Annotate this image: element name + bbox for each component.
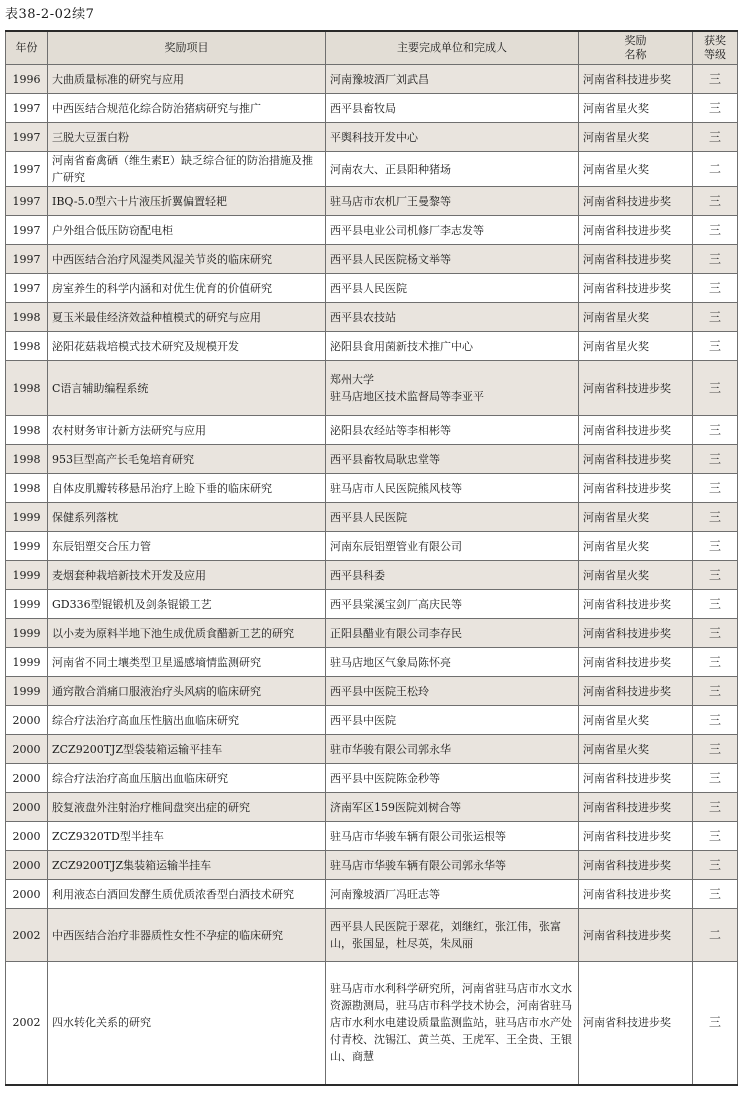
cell-year: 2000 bbox=[6, 764, 48, 793]
table-row bbox=[6, 909, 738, 962]
cell-year: 1999 bbox=[6, 532, 48, 561]
cell-grade: 三 bbox=[693, 677, 738, 706]
cell-award: 河南省科技进步奖 bbox=[579, 648, 693, 677]
cell-award: 河南省科技进步奖 bbox=[579, 619, 693, 648]
cell-grade: 三 bbox=[693, 880, 738, 909]
cell-unit: 泌阳县农经站等李相彬等 bbox=[326, 416, 579, 445]
cell-grade: 二 bbox=[693, 909, 738, 962]
cell-award: 河南省星火奖 bbox=[579, 561, 693, 590]
cell-grade: 三 bbox=[693, 706, 738, 735]
cell-project: 中西医结合治疗风湿类风湿关节炎的临床研究 bbox=[48, 245, 326, 274]
cell-project: ZCZ9200TJZ集装箱运输半挂车 bbox=[48, 851, 326, 880]
cell-unit: 西平县电业公司机修厂李志发等 bbox=[326, 216, 579, 245]
cell-year: 1997 bbox=[6, 274, 48, 303]
cell-award: 河南省星火奖 bbox=[579, 94, 693, 123]
cell-grade: 三 bbox=[693, 561, 738, 590]
table-row bbox=[6, 590, 738, 619]
cell-unit: 西平县农技站 bbox=[326, 303, 579, 332]
cell-grade: 三 bbox=[693, 332, 738, 361]
header-year: 年份 bbox=[6, 31, 48, 65]
cell-award: 河南省星火奖 bbox=[579, 152, 693, 187]
cell-award: 河南省科技进步奖 bbox=[579, 590, 693, 619]
cell-year: 1999 bbox=[6, 561, 48, 590]
cell-year: 2000 bbox=[6, 822, 48, 851]
cell-grade: 三 bbox=[693, 416, 738, 445]
cell-award: 河南省星火奖 bbox=[579, 332, 693, 361]
table-row bbox=[6, 793, 738, 822]
table-row bbox=[6, 94, 738, 123]
cell-grade: 三 bbox=[693, 216, 738, 245]
cell-year: 1997 bbox=[6, 152, 48, 187]
cell-project: 中西医结合治疗非器质性女性不孕症的临床研究 bbox=[48, 909, 326, 962]
cell-unit: 郑州大学 驻马店地区技术监督局等李亚平 bbox=[326, 361, 579, 416]
cell-year: 1999 bbox=[6, 590, 48, 619]
cell-grade: 三 bbox=[693, 793, 738, 822]
cell-year: 1997 bbox=[6, 94, 48, 123]
cell-award: 河南省科技进步奖 bbox=[579, 909, 693, 962]
cell-unit: 驻马店市华骏车辆有限公司郭永华等 bbox=[326, 851, 579, 880]
cell-grade: 三 bbox=[693, 245, 738, 274]
cell-project: 953巨型高产长毛兔培育研究 bbox=[48, 445, 326, 474]
table-row bbox=[6, 851, 738, 880]
cell-project: 保健系列落枕 bbox=[48, 503, 326, 532]
cell-project: 河南省畜禽硒（维生素E）缺乏综合征的防治措施及推广研究 bbox=[48, 152, 326, 187]
table-row bbox=[6, 619, 738, 648]
cell-unit: 西平县棠溪宝剑厂高庆民等 bbox=[326, 590, 579, 619]
cell-grade: 二 bbox=[693, 152, 738, 187]
table-row bbox=[6, 187, 738, 216]
cell-unit: 平舆科技开发中心 bbox=[326, 123, 579, 152]
cell-grade: 三 bbox=[693, 590, 738, 619]
header-row bbox=[6, 31, 738, 65]
cell-unit: 驻马店市农机厂王曼黎等 bbox=[326, 187, 579, 216]
cell-unit: 西平县人民医院于翠花，刘继红，张江伟，张富山，张国显，杜尽英，朱凤丽 bbox=[326, 909, 579, 962]
cell-year: 1999 bbox=[6, 503, 48, 532]
cell-project: ZCZ9320TD型半挂车 bbox=[48, 822, 326, 851]
table-row bbox=[6, 880, 738, 909]
cell-project: 户外组合低压防窃配电柜 bbox=[48, 216, 326, 245]
cell-award: 河南省星火奖 bbox=[579, 706, 693, 735]
cell-award: 河南省科技进步奖 bbox=[579, 187, 693, 216]
cell-grade: 三 bbox=[693, 361, 738, 416]
cell-award: 河南省科技进步奖 bbox=[579, 361, 693, 416]
table-row bbox=[6, 303, 738, 332]
table-row bbox=[6, 474, 738, 503]
cell-award: 河南省星火奖 bbox=[579, 123, 693, 152]
cell-grade: 三 bbox=[693, 274, 738, 303]
header-unit: 主要完成单位和完成人 bbox=[326, 31, 579, 65]
cell-grade: 三 bbox=[693, 735, 738, 764]
table-row bbox=[6, 416, 738, 445]
cell-award: 河南省星火奖 bbox=[579, 303, 693, 332]
cell-award: 河南省科技进步奖 bbox=[579, 822, 693, 851]
cell-year: 2000 bbox=[6, 793, 48, 822]
cell-unit: 驻市华骏有限公司郭永华 bbox=[326, 735, 579, 764]
cell-unit: 济南军区159医院刘树合等 bbox=[326, 793, 579, 822]
cell-grade: 三 bbox=[693, 123, 738, 152]
cell-grade: 三 bbox=[693, 619, 738, 648]
cell-unit: 河南农大、正县阳种猪场 bbox=[326, 152, 579, 187]
cell-unit: 正阳县醋业有限公司李存民 bbox=[326, 619, 579, 648]
cell-project: 夏玉米最佳经济效益种植模式的研究与应用 bbox=[48, 303, 326, 332]
cell-grade: 三 bbox=[693, 648, 738, 677]
cell-unit: 西平县人民医院 bbox=[326, 503, 579, 532]
cell-project: 胶复液盘外注射治疗椎间盘突出症的研究 bbox=[48, 793, 326, 822]
cell-year: 2002 bbox=[6, 909, 48, 962]
cell-year: 1998 bbox=[6, 474, 48, 503]
table-row bbox=[6, 216, 738, 245]
table-row bbox=[6, 123, 738, 152]
cell-award: 河南省科技进步奖 bbox=[579, 445, 693, 474]
cell-year: 1998 bbox=[6, 332, 48, 361]
cell-award: 河南省科技进步奖 bbox=[579, 764, 693, 793]
cell-award: 河南省科技进步奖 bbox=[579, 274, 693, 303]
cell-year: 1997 bbox=[6, 123, 48, 152]
header-project: 奖励项目 bbox=[48, 31, 326, 65]
header-grade: 获奖 等级 bbox=[693, 31, 738, 65]
cell-unit: 河南豫坡酒厂刘武昌 bbox=[326, 65, 579, 94]
cell-year: 1998 bbox=[6, 361, 48, 416]
cell-project: C语言辅助编程系统 bbox=[48, 361, 326, 416]
cell-project: 中西医结合规范化综合防治猪病研究与推广 bbox=[48, 94, 326, 123]
cell-project: 大曲质量标准的研究与应用 bbox=[48, 65, 326, 94]
cell-unit: 西平县中医院王松玲 bbox=[326, 677, 579, 706]
cell-unit: 西平县中医院 bbox=[326, 706, 579, 735]
cell-year: 1997 bbox=[6, 216, 48, 245]
table-row bbox=[6, 706, 738, 735]
table-row bbox=[6, 735, 738, 764]
cell-year: 2000 bbox=[6, 735, 48, 764]
cell-unit: 河南豫坡酒厂冯旺志等 bbox=[326, 880, 579, 909]
cell-project: 自体皮肌瓣转移悬吊治疗上睑下垂的临床研究 bbox=[48, 474, 326, 503]
table-row bbox=[6, 677, 738, 706]
cell-award: 河南省科技进步奖 bbox=[579, 793, 693, 822]
cell-project: 综合疗法治疗高血压性脑出血临床研究 bbox=[48, 706, 326, 735]
cell-project: 河南省不同土壤类型卫星遥感墒情监测研究 bbox=[48, 648, 326, 677]
cell-project: ZCZ9200TJZ型袋装箱运输平挂车 bbox=[48, 735, 326, 764]
cell-project: 房室养生的科学内涵和对优生优育的价值研究 bbox=[48, 274, 326, 303]
cell-grade: 三 bbox=[693, 851, 738, 880]
table-caption: 表38-2-02续7 bbox=[5, 7, 95, 22]
cell-year: 1999 bbox=[6, 619, 48, 648]
cell-project: 农村财务审计新方法研究与应用 bbox=[48, 416, 326, 445]
cell-project: 麦烟套种栽培新技术开发及应用 bbox=[48, 561, 326, 590]
table-row bbox=[6, 65, 738, 94]
table-row bbox=[6, 245, 738, 274]
cell-award: 河南省科技进步奖 bbox=[579, 416, 693, 445]
cell-project: GD336型锟锻机及剑条锟锻工艺 bbox=[48, 590, 326, 619]
cell-award: 河南省科技进步奖 bbox=[579, 245, 693, 274]
award-table bbox=[5, 30, 738, 1086]
cell-project: 利用液态白酒回发酵生质优质浓香型白酒技术研究 bbox=[48, 880, 326, 909]
table-row bbox=[6, 445, 738, 474]
cell-year: 1999 bbox=[6, 677, 48, 706]
cell-award: 河南省星火奖 bbox=[579, 735, 693, 764]
table-row bbox=[6, 962, 738, 1085]
cell-unit: 驻马店市人民医院熊风枝等 bbox=[326, 474, 579, 503]
table-row bbox=[6, 332, 738, 361]
cell-award: 河南省科技进步奖 bbox=[579, 962, 693, 1085]
cell-award: 河南省科技进步奖 bbox=[579, 880, 693, 909]
table-row bbox=[6, 361, 738, 416]
cell-grade: 三 bbox=[693, 822, 738, 851]
cell-award: 河南省科技进步奖 bbox=[579, 677, 693, 706]
cell-year: 1996 bbox=[6, 65, 48, 94]
cell-unit: 驻马店市水利科学研究所，河南省驻马店市水文水资源勘测局，驻马店市科学技术协会，河南省驻马店市水利水电建设质量监测监站，驻马店市水产处付青校、沈锡江、黄兰英、王虎军、王全贵、王银山、商慧 bbox=[326, 962, 579, 1085]
cell-project: 泌阳花菇栽培模式技术研究及规模开发 bbox=[48, 332, 326, 361]
cell-unit: 西平县畜牧局 bbox=[326, 94, 579, 123]
cell-grade: 三 bbox=[693, 474, 738, 503]
cell-award: 河南省科技进步奖 bbox=[579, 65, 693, 94]
cell-year: 1999 bbox=[6, 648, 48, 677]
cell-unit: 西平县人民医院 bbox=[326, 274, 579, 303]
cell-unit: 河南东辰铝塑管业有限公司 bbox=[326, 532, 579, 561]
cell-year: 1998 bbox=[6, 416, 48, 445]
cell-year: 1997 bbox=[6, 245, 48, 274]
cell-year: 2000 bbox=[6, 851, 48, 880]
table-row bbox=[6, 503, 738, 532]
cell-grade: 三 bbox=[693, 94, 738, 123]
cell-grade: 三 bbox=[693, 532, 738, 561]
cell-project: 东辰铝塑交合压力管 bbox=[48, 532, 326, 561]
cell-project: IBQ-5.0型六十片液压折翼偏置轻耙 bbox=[48, 187, 326, 216]
cell-grade: 三 bbox=[693, 303, 738, 332]
cell-project: 通窍散合消痛口服液治疗头风病的临床研究 bbox=[48, 677, 326, 706]
table-row bbox=[6, 532, 738, 561]
cell-project: 三脱大豆蛋白粉 bbox=[48, 123, 326, 152]
table-row bbox=[6, 764, 738, 793]
cell-grade: 三 bbox=[693, 445, 738, 474]
cell-year: 1997 bbox=[6, 187, 48, 216]
cell-year: 1998 bbox=[6, 303, 48, 332]
table-row bbox=[6, 648, 738, 677]
cell-unit: 西平县畜牧局耿忠堂等 bbox=[326, 445, 579, 474]
cell-grade: 三 bbox=[693, 187, 738, 216]
cell-grade: 三 bbox=[693, 962, 738, 1085]
table-row bbox=[6, 152, 738, 187]
cell-unit: 驻马店地区气象局陈怀亮 bbox=[326, 648, 579, 677]
cell-award: 河南省科技进步奖 bbox=[579, 474, 693, 503]
cell-year: 1998 bbox=[6, 445, 48, 474]
cell-grade: 三 bbox=[693, 503, 738, 532]
cell-unit: 西平县科委 bbox=[326, 561, 579, 590]
cell-project: 四水转化关系的研究 bbox=[48, 962, 326, 1085]
table-row bbox=[6, 822, 738, 851]
cell-unit: 西平县人民医院杨文举等 bbox=[326, 245, 579, 274]
cell-unit: 泌阳县食用菌新技术推广中心 bbox=[326, 332, 579, 361]
cell-award: 河南省星火奖 bbox=[579, 503, 693, 532]
cell-year: 2000 bbox=[6, 706, 48, 735]
cell-project: 综合疗法治疗高血压脑出血临床研究 bbox=[48, 764, 326, 793]
cell-grade: 三 bbox=[693, 65, 738, 94]
header-award: 奖励 名称 bbox=[579, 31, 693, 65]
cell-award: 河南省科技进步奖 bbox=[579, 851, 693, 880]
cell-unit: 西平县中医院陈金秒等 bbox=[326, 764, 579, 793]
table-body bbox=[6, 65, 738, 1085]
cell-year: 2002 bbox=[6, 962, 48, 1085]
cell-award: 河南省星火奖 bbox=[579, 532, 693, 561]
cell-award: 河南省科技进步奖 bbox=[579, 216, 693, 245]
cell-year: 2000 bbox=[6, 880, 48, 909]
table-row bbox=[6, 274, 738, 303]
table-row bbox=[6, 561, 738, 590]
cell-unit: 驻马店市华骏车辆有限公司张运根等 bbox=[326, 822, 579, 851]
cell-grade: 三 bbox=[693, 764, 738, 793]
cell-project: 以小麦为原料半地下池生成优质食醋新工艺的研究 bbox=[48, 619, 326, 648]
